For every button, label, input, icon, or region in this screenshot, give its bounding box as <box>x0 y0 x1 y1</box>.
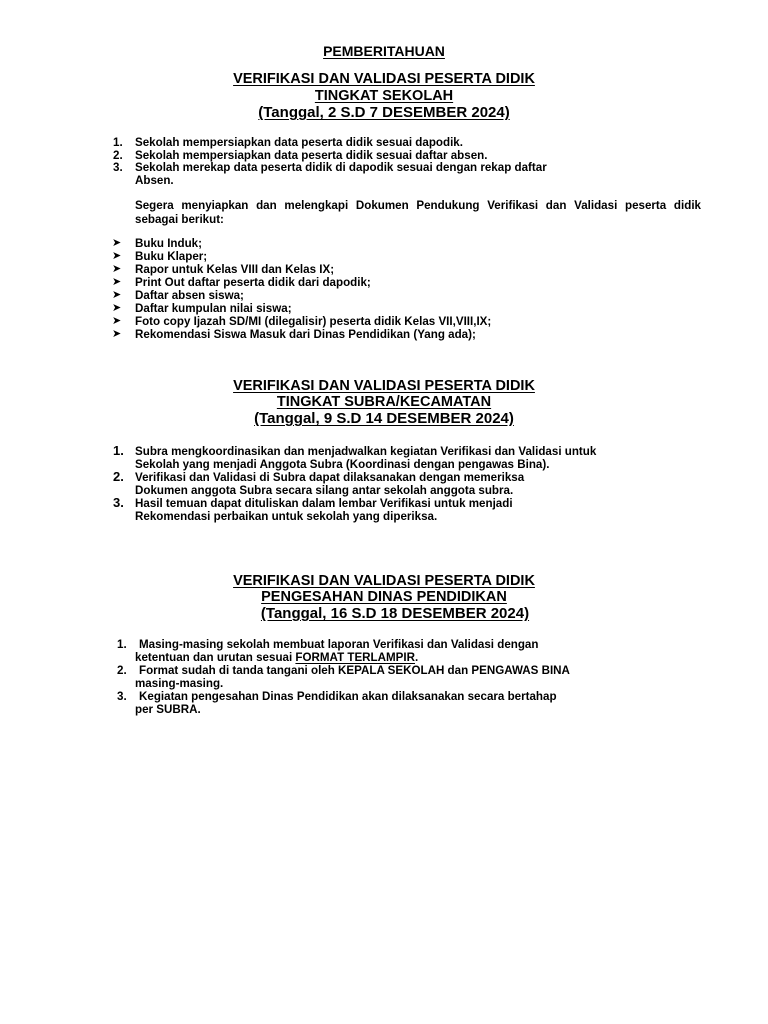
section3-heading-line2: PENGESAHAN DINAS PENDIDIKAN <box>261 589 507 605</box>
list-item-number: 3. <box>113 495 124 510</box>
arrow-bullet-icon: ➤ <box>112 263 122 275</box>
list-item-number: 1. <box>113 443 124 458</box>
list-item-text: Kegiatan pengesahan Dinas Pendidikan akan dilaksanakan secara bertahap <box>139 690 557 703</box>
section1-heading-line1: VERIFIKASI DAN VALIDASI PESERTA DIDIK <box>233 71 535 87</box>
list-item-number: 3. <box>117 690 127 703</box>
section3-heading-line1: VERIFIKASI DAN VALIDASI PESERTA DIDIK <box>233 573 535 589</box>
bullet-item: Daftar kumpulan nilai siswa; <box>135 302 292 315</box>
list-item-text: Sekolah mempersiapkan data peserta didik sesuai dapodik. <box>135 136 463 149</box>
format-terlampir-link[interactable]: FORMAT TERLAMPIR <box>295 651 415 664</box>
section1-paragraph: Segera menyiapkan dan melengkapi Dokumen Pendukung Verifikasi dan Validasi peserta didik sebagai berikut: <box>135 199 701 226</box>
arrow-bullet-icon: ➤ <box>112 276 122 288</box>
section3-date: (Tanggal, 16 S.D 18 DESEMBER 2024) <box>260 605 530 622</box>
list-item-text-continued: Rekomendasi perbaikan untuk sekolah yang diperiksa. <box>135 510 438 523</box>
page-title: PEMBERITAHUAN <box>323 43 445 59</box>
arrow-bullet-icon: ➤ <box>112 328 122 340</box>
bullet-item: Buku Klaper; <box>135 250 208 263</box>
arrow-bullet-icon: ➤ <box>112 237 122 249</box>
list-item-text-continued <box>135 651 418 664</box>
arrow-bullet-icon: ➤ <box>112 289 122 301</box>
bullet-item: Daftar absen siswa; <box>135 289 244 302</box>
list-item-text-continued: Absen. <box>135 174 174 187</box>
list-item-number: 3. <box>113 161 123 174</box>
bullet-item: Print Out daftar peserta didik dari dapodik; <box>135 276 371 289</box>
list-item-text-continued: per SUBRA. <box>135 703 201 716</box>
list-item-text: Hasil temuan dapat dituliskan dalam lembar Verifikasi untuk menjadi <box>135 497 513 510</box>
list-item-text-continued: Dokumen anggota Subra secara silang antar sekolah anggota subra. <box>135 484 514 497</box>
format-text-suffix: . <box>415 651 419 664</box>
bullet-item: Rapor untuk Kelas VIII dan Kelas IX; <box>135 263 335 276</box>
arrow-bullet-icon: ➤ <box>112 315 122 327</box>
list-item-text: Sekolah mempersiapkan data peserta didik sesuai daftar absen. <box>135 149 488 162</box>
list-item-text: Subra mengkoordinasikan dan menjadwalkan kegiatan Verifikasi dan Validasi untuk <box>135 445 597 458</box>
section1-date: (Tanggal, 2 S.D 7 DESEMBER 2024) <box>258 104 510 121</box>
bullet-item: Buku Induk; <box>135 237 202 250</box>
bullet-item: Rekomendasi Siswa Masuk dari Dinas Pendidikan (Yang ada); <box>135 328 476 341</box>
list-item-number: 2. <box>117 664 127 677</box>
list-item-number: 1. <box>113 136 123 149</box>
section2-heading-line1: VERIFIKASI DAN VALIDASI PESERTA DIDIK <box>233 378 535 394</box>
bullet-item: Foto copy Ijazah SD/MI (dilegalisir) peserta didik Kelas VII,VIII,IX; <box>135 315 492 328</box>
list-item-number: 2. <box>113 469 124 484</box>
section2-heading-line2: TINGKAT SUBRA/KECAMATAN <box>276 394 492 410</box>
list-item-text: Format sudah di tanda tangani oleh KEPALA SEKOLAH dan PENGAWAS BINA <box>139 664 570 677</box>
format-text-prefix: ketentuan dan urutan sesuai <box>135 651 296 664</box>
list-item-number: 2. <box>113 149 123 162</box>
list-item-text: Verifikasi dan Validasi di Subra dapat dilaksanakan dengan memeriksa <box>135 471 525 484</box>
list-item-text-continued: Sekolah yang menjadi Anggota Subra (Koordinasi dengan pengawas Bina). <box>135 458 550 471</box>
arrow-bullet-icon: ➤ <box>112 302 122 314</box>
list-item-text: Sekolah merekap data peserta didik di dapodik sesuai dengan rekap daftar <box>135 161 547 174</box>
list-item-number: 1. <box>117 638 127 651</box>
section1-heading-line2: TINGKAT SEKOLAH <box>314 88 454 104</box>
list-item-text: Masing-masing sekolah membuat laporan Verifikasi dan Validasi dengan <box>139 638 539 651</box>
arrow-bullet-icon: ➤ <box>112 250 122 262</box>
section2-date: (Tanggal, 9 S.D 14 DESEMBER 2024) <box>254 410 514 427</box>
list-item-text-continued: masing-masing. <box>135 677 224 690</box>
